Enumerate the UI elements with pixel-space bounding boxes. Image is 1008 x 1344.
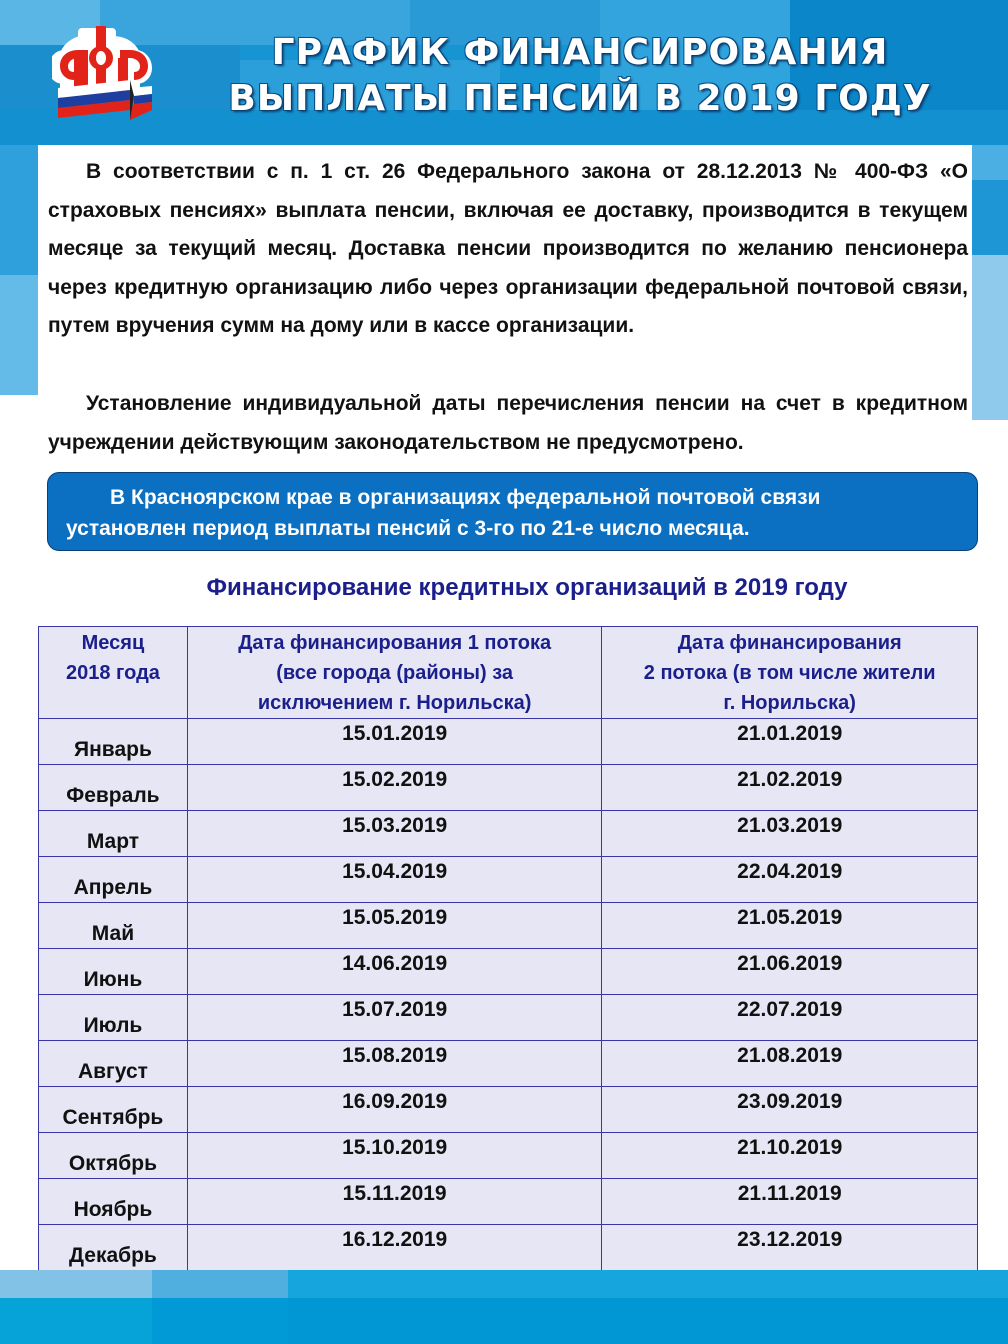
cell-month: Июль xyxy=(39,995,188,1041)
cell-stream-2: 21.02.2019 xyxy=(602,765,978,811)
decor-block xyxy=(0,1270,152,1298)
cell-stream-1: 16.12.2019 xyxy=(187,1225,602,1271)
title-line-2: ВЫПЛАТЫ ПЕНСИЙ В 2019 ГОДУ xyxy=(228,78,932,119)
cell-month: Ноябрь xyxy=(39,1179,188,1225)
header-stream-2-line: г. Норильска) xyxy=(723,692,856,714)
section-title: Финансирование кредитных организаций в 2019 году xyxy=(206,574,848,601)
cell-stream-2: 23.12.2019 xyxy=(602,1225,978,1271)
cell-month: Май xyxy=(39,903,188,949)
cell-month: Февраль xyxy=(39,765,188,811)
header-stream-2 xyxy=(602,627,978,719)
table-row xyxy=(39,995,978,1041)
table-row xyxy=(39,857,978,903)
decor-block xyxy=(972,145,1008,180)
notice-box xyxy=(47,472,978,551)
footer-banner xyxy=(0,1270,1008,1344)
cell-month: Март xyxy=(39,811,188,857)
cell-stream-1: 15.10.2019 xyxy=(187,1133,602,1179)
decor-strip-right xyxy=(972,145,1008,420)
decor-block xyxy=(288,1298,1008,1344)
title-line-1: ГРАФИК ФИНАНСИРОВАНИЯ xyxy=(271,32,889,73)
header-month-line: Месяц xyxy=(81,632,145,654)
header-stream-1-line: исключением г. Норильска) xyxy=(257,692,532,714)
cell-stream-1: 15.01.2019 xyxy=(187,719,602,765)
cell-month: Июнь xyxy=(39,949,188,995)
cell-stream-2: 21.05.2019 xyxy=(602,903,978,949)
intro-paragraph-1-text: В соответствии с п. 1 ст. 26 Федерального закона от 28.12.2013 № 400-ФЗ «О страховых пенсиях» выплата пенсии, включая ее доставку, производится в текущем месяце за текущий месяц. Доставка пенсии производится по желанию пенсионера через кредитную организацию либо через организации федеральной почтовой связи, путем вручения сумм на дому или в кассе организации. xyxy=(48,160,968,337)
notice-line-1 xyxy=(66,482,977,513)
cell-stream-1: 15.02.2019 xyxy=(187,765,602,811)
cell-stream-2: 21.06.2019 xyxy=(602,949,978,995)
decor-block xyxy=(288,1270,1008,1298)
header-stream-2-line: Дата финансирования xyxy=(677,632,902,654)
notice-line-2: установлен период выплаты пенсий с 3-го по 21-е число месяца. xyxy=(66,517,750,540)
cell-stream-2: 22.07.2019 xyxy=(602,995,978,1041)
intro-paragraph-2-text: Установление индивидуальной даты перечисления пенсии на счет в кредитном учреждении действующим законодательством не предусмотрено. xyxy=(48,392,968,454)
header-banner xyxy=(0,0,1008,145)
header-stream-1-line: (все города (районы) за xyxy=(276,662,514,684)
cell-month: Август xyxy=(39,1041,188,1087)
header-stream-1 xyxy=(187,627,602,719)
cell-stream-1: 15.07.2019 xyxy=(187,995,602,1041)
decor-block xyxy=(0,275,38,395)
decor-block xyxy=(152,1298,288,1344)
table-row xyxy=(39,1179,978,1225)
cell-month: Январь xyxy=(39,719,188,765)
decor-block xyxy=(972,255,1008,420)
header-month xyxy=(39,627,188,719)
cell-stream-1: 15.11.2019 xyxy=(187,1179,602,1225)
cell-stream-1: 15.05.2019 xyxy=(187,903,602,949)
cell-stream-1: 15.03.2019 xyxy=(187,811,602,857)
cell-stream-2: 22.04.2019 xyxy=(602,857,978,903)
cell-stream-1: 15.04.2019 xyxy=(187,857,602,903)
header-stream-1-line: Дата финансирования 1 потока xyxy=(238,632,552,654)
table-row xyxy=(39,719,978,765)
cell-stream-1: 15.08.2019 xyxy=(187,1041,602,1087)
cell-stream-2: 21.11.2019 xyxy=(602,1179,978,1225)
table-row xyxy=(39,903,978,949)
cell-stream-1: 14.06.2019 xyxy=(187,949,602,995)
table-row xyxy=(39,1041,978,1087)
cell-month: Сентябрь xyxy=(39,1087,188,1133)
notice-line-1-text: В Красноярском крае в организациях федеральной почтовой связи xyxy=(110,486,821,509)
table-row xyxy=(39,1087,978,1133)
cell-month: Октябрь xyxy=(39,1133,188,1179)
intro-paragraph-2 xyxy=(48,385,968,462)
table-row xyxy=(39,949,978,995)
intro-panel xyxy=(38,145,972,465)
table-row xyxy=(39,811,978,857)
cell-stream-1: 16.09.2019 xyxy=(187,1087,602,1133)
cell-stream-2: 21.10.2019 xyxy=(602,1133,978,1179)
decor-block xyxy=(0,1298,152,1344)
table-header-row xyxy=(39,627,978,719)
decor-block xyxy=(152,1270,288,1298)
header-stream-2-line: 2 потока (в том числе жители xyxy=(643,662,936,684)
cell-month: Апрель xyxy=(39,857,188,903)
cell-stream-2: 21.03.2019 xyxy=(602,811,978,857)
pfr-logo-icon xyxy=(52,22,156,122)
header-month-line: 2018 года xyxy=(66,662,160,684)
cell-stream-2: 21.08.2019 xyxy=(602,1041,978,1087)
table-row xyxy=(39,1225,978,1271)
decor-strip-left xyxy=(0,145,38,395)
cell-stream-2: 21.01.2019 xyxy=(602,719,978,765)
cell-stream-2: 23.09.2019 xyxy=(602,1087,978,1133)
table-row xyxy=(39,765,978,811)
funding-schedule-table xyxy=(38,626,978,1271)
cell-month: Декабрь xyxy=(39,1225,188,1271)
page-title xyxy=(180,30,980,122)
table-row xyxy=(39,1133,978,1179)
intro-paragraph-1 xyxy=(48,153,968,346)
